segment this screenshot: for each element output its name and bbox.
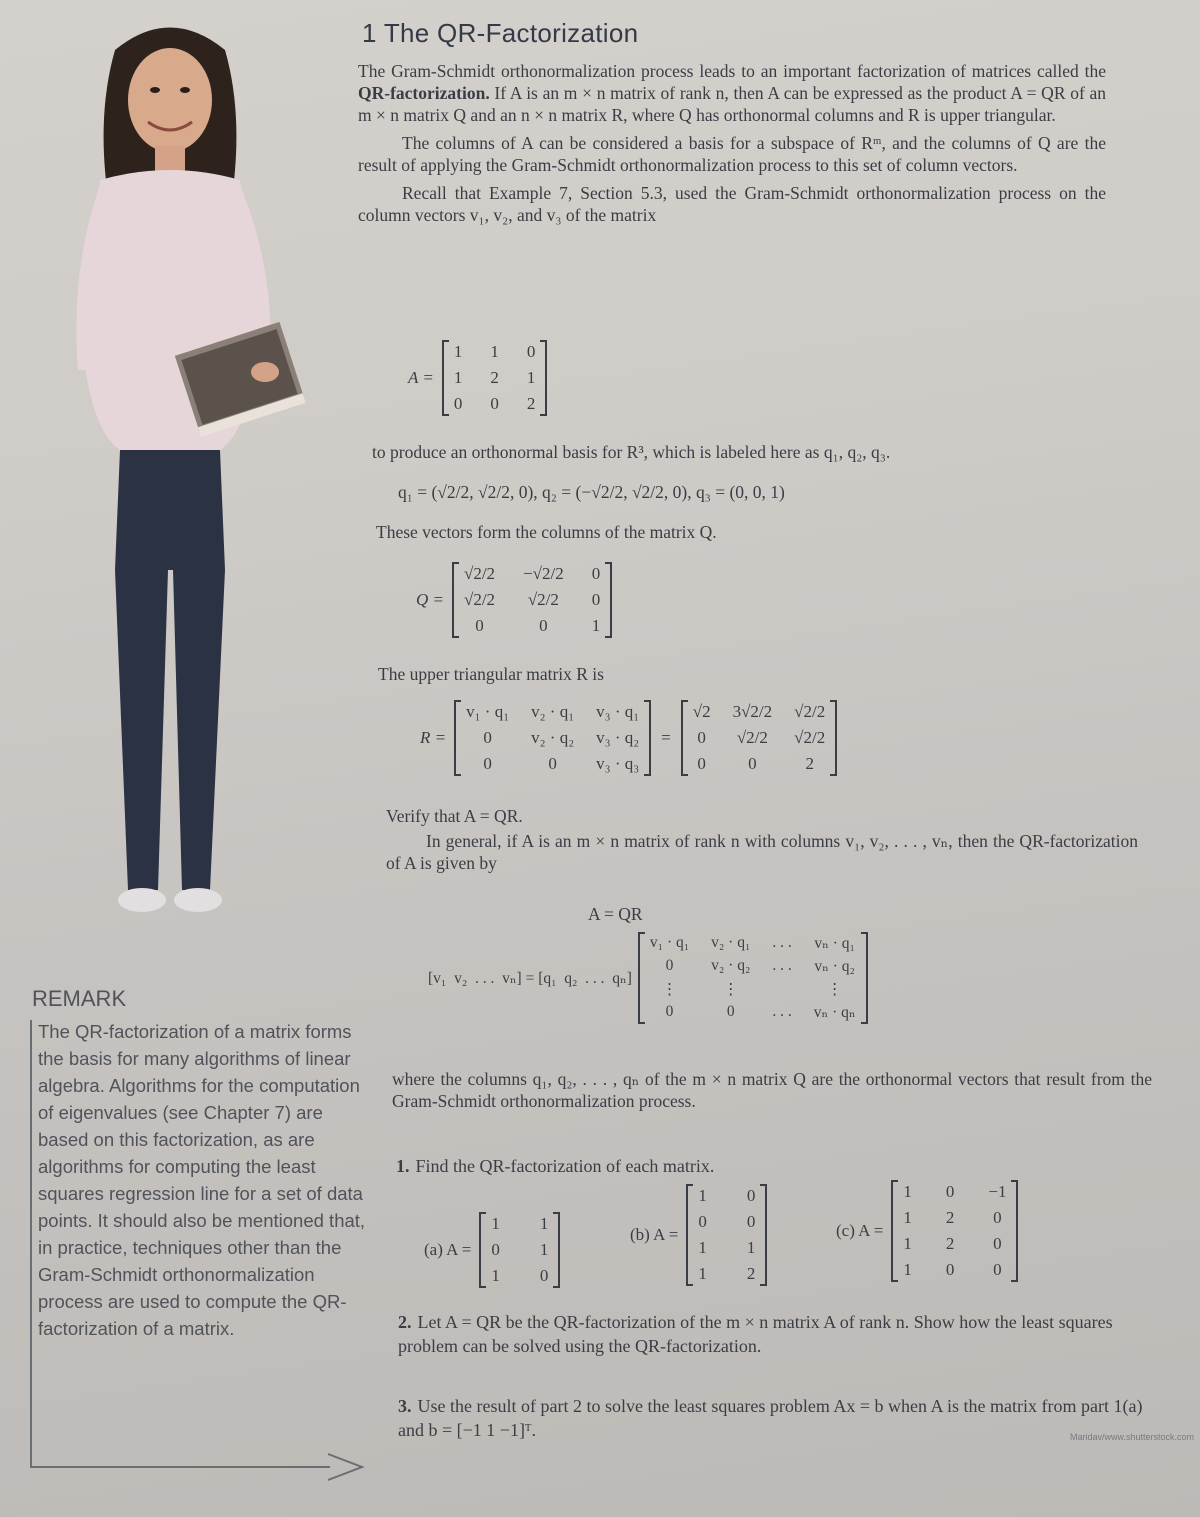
where-text: where the columns q₁, q₂, . . . , qₙ of the m × n matrix Q are the orthonormal vectors that result from the Gram-Schmidt orthonormalization process. bbox=[392, 1069, 1152, 1111]
matrix-cell: 1 bbox=[490, 342, 499, 361]
matrix-cell: vₙ · q₂ bbox=[814, 958, 855, 975]
matrix-cell: 0 bbox=[526, 342, 536, 361]
matrix-r-numeric bbox=[681, 700, 837, 776]
qr-term: QR-factorization. bbox=[358, 83, 490, 103]
basis-text: to produce an orthonormal basis for R³, which is labeled here as q₁, q₂, q₃. bbox=[372, 442, 891, 462]
intro-paragraph-1 bbox=[358, 60, 1106, 126]
matrix-cell: 0 bbox=[453, 394, 463, 413]
matrix-r bbox=[420, 700, 837, 776]
matrix-cell: . . . bbox=[772, 957, 792, 974]
student-photo bbox=[20, 10, 340, 970]
exercise-number: 2. bbox=[398, 1312, 412, 1332]
matrix-a-body bbox=[442, 340, 548, 416]
matrix-q-body bbox=[452, 562, 612, 638]
remark-border bbox=[30, 1020, 32, 1466]
matrix-cell: 0 bbox=[665, 1003, 674, 1020]
matrix-cell: 3√2/2 bbox=[732, 702, 773, 721]
matrix-cell: 2 bbox=[945, 1208, 955, 1227]
matrix-cell: 0 bbox=[591, 564, 601, 583]
matrix-label: (b) A = bbox=[630, 1225, 679, 1244]
general-equation bbox=[428, 932, 868, 1024]
exercise-text: Let A = QR be the QR-factorization of the m × n matrix A of rank n. Show how the least squares problem can be solved using the QR-factorization. bbox=[398, 1312, 1113, 1356]
matrix-cell: 0 bbox=[483, 754, 492, 773]
matrix-cell: 2 bbox=[805, 754, 814, 773]
matrix-cell: 0 bbox=[539, 1266, 549, 1285]
matrix-cell: √2 bbox=[692, 702, 711, 721]
matrix-cell: 0 bbox=[697, 754, 706, 773]
matrix-cell: 1 bbox=[539, 1214, 549, 1233]
matrix-cell: 0 bbox=[697, 728, 706, 747]
exercise-1a-matrix bbox=[424, 1212, 560, 1288]
matrix-cell: 0 bbox=[748, 754, 757, 773]
matrix-cell: v₃ · q₂ bbox=[596, 728, 640, 747]
matrix-cell: v₂ · q₂ bbox=[531, 728, 575, 747]
matrix-a bbox=[408, 340, 547, 416]
matrix-cell bbox=[772, 980, 791, 999]
exercise-text: Use the result of part 2 to solve the least squares problem Ax = b when A is the matrix from part 1(a) and b = [−1 1 −1]ᵀ. bbox=[398, 1396, 1143, 1440]
matrix-cell: 0 bbox=[945, 1260, 955, 1279]
matrix-cell: 0 bbox=[993, 1234, 1002, 1253]
matrix-cell: 2 bbox=[945, 1234, 955, 1253]
matrix-cell: 1 bbox=[903, 1234, 912, 1253]
matrix-cell: √2/2 bbox=[464, 590, 496, 609]
matrix-cell: vₙ · qₙ bbox=[813, 1004, 856, 1021]
a-equals-qr: A = QR bbox=[588, 904, 643, 924]
matrix-cell: 1 bbox=[453, 368, 463, 387]
matrix-cell: 0 bbox=[475, 616, 484, 635]
matrix-cell: 1 bbox=[526, 368, 536, 387]
matrix-cell: 1 bbox=[698, 1186, 707, 1205]
matrix-cell: 0 bbox=[726, 1003, 735, 1020]
matrix-cell: 1 bbox=[698, 1264, 707, 1283]
remark-baseline bbox=[30, 1466, 330, 1468]
matrix-cell: v₁ · q₁ bbox=[466, 702, 510, 721]
exercise-1b-matrix bbox=[630, 1184, 767, 1286]
matrix-cell: 2 bbox=[526, 394, 536, 413]
photo-credit: Maridav/www.shutterstock.com bbox=[1069, 1432, 1194, 1442]
matrix-cell: 2 bbox=[490, 368, 499, 387]
arrow-right-icon bbox=[326, 1450, 366, 1484]
columns-text: These vectors form the columns of the matrix Q. bbox=[376, 522, 717, 542]
matrix-cell: v₃ · q₃ bbox=[596, 754, 640, 773]
matrix-cell: 0 bbox=[993, 1208, 1002, 1227]
matrix-label: (a) A = bbox=[424, 1240, 472, 1259]
exercise-1c-matrix bbox=[836, 1180, 1018, 1282]
intro-text bbox=[358, 60, 1106, 232]
matrix-cell: 0 bbox=[746, 1186, 756, 1205]
matrix-cell: ⋮ bbox=[723, 981, 739, 998]
intro-p1-start: The Gram-Schmidt orthonormalization process leads to an important factorization of matrices called the bbox=[358, 61, 1106, 81]
matrix-cell: 0 bbox=[993, 1260, 1002, 1279]
matrix-q bbox=[416, 562, 612, 638]
matrix-cell: 1 bbox=[453, 342, 463, 361]
matrix-cell: v₁ · q₁ bbox=[649, 934, 690, 951]
matrix-cell: 0 bbox=[591, 590, 601, 609]
matrix-cell: 0 bbox=[548, 754, 557, 773]
intro-p1-end: If A is an m × n matrix of rank n, then A can be expressed as the product A = QR of an m × n matrix Q and an n × n matrix R, where Q has orthonormal columns and R is upper triangular. bbox=[358, 83, 1106, 125]
matrix-cell: 0 bbox=[491, 1240, 500, 1259]
matrix-cell: vₙ · q₁ bbox=[814, 935, 855, 952]
matrix-cell: 0 bbox=[665, 957, 674, 974]
exercise-3 bbox=[398, 1394, 1170, 1442]
remark-heading: REMARK bbox=[32, 986, 127, 1011]
matrix-cell: 1 bbox=[539, 1240, 549, 1259]
upper-triangular-text: The upper triangular matrix R is bbox=[378, 664, 604, 684]
matrix-cell: 1 bbox=[746, 1238, 756, 1257]
verify-text: Verify that A = QR. bbox=[386, 806, 523, 826]
matrix-body bbox=[686, 1184, 767, 1286]
matrix-cell: 1 bbox=[491, 1266, 500, 1285]
basis-vectors: q₁ = (√2/2, √2/2, 0), q₂ = (−√2/2, √2/2, 0), q₃ = (0, 0, 1) bbox=[398, 482, 785, 502]
intro-paragraph-2: The columns of A can be considered a basis for a subspace of Rᵐ, and the columns of Q are the result of applying the Gram-Schmidt orthonormalization process to this set of column vectors. bbox=[358, 133, 1106, 175]
matrix-cell: √2/2 bbox=[527, 590, 559, 609]
matrix-r-symbolic bbox=[454, 700, 651, 776]
equals-sign: = bbox=[661, 728, 671, 747]
matrix-cell: v₂ · q₂ bbox=[711, 957, 751, 974]
matrix-cell: 0 bbox=[483, 728, 492, 747]
matrix-cell: ⋮ bbox=[661, 981, 678, 998]
intro-paragraph-3: Recall that Example 7, Section 5.3, used the Gram-Schmidt orthonormalization process on the column vectors v₁, v₂, and v₃ of the matrix bbox=[358, 183, 1106, 225]
matrix-cell: 0 bbox=[746, 1212, 756, 1231]
matrix-cell: √2/2 bbox=[464, 564, 496, 583]
matrix-q-label: Q = bbox=[416, 590, 444, 609]
matrix-cell: 0 bbox=[945, 1182, 955, 1201]
general-text: In general, if A is an m × n matrix of rank n with columns v₁, v₂, . . . , vₙ, then the QR-factorization of A is given by bbox=[386, 831, 1138, 873]
exercise-1 bbox=[396, 1156, 714, 1177]
matrix-label: (c) A = bbox=[836, 1221, 884, 1240]
exercise-2 bbox=[398, 1310, 1170, 1358]
matrix-r-label: R = bbox=[420, 728, 447, 747]
matrix-cell: v₂ · q₁ bbox=[711, 934, 751, 951]
exercise-number: 1. bbox=[396, 1156, 410, 1176]
matrix-body bbox=[891, 1180, 1018, 1282]
matrix-cell: 2 bbox=[746, 1264, 756, 1283]
general-equation-lhs: [v₁ v₂ . . . vₙ] = [q₁ q₂ . . . qₙ] bbox=[428, 969, 632, 987]
matrix-cell: . . . bbox=[772, 1003, 792, 1020]
matrix-cell: −1 bbox=[988, 1182, 1007, 1201]
matrix-cell: 1 bbox=[698, 1238, 707, 1257]
matrix-cell: 1 bbox=[903, 1208, 912, 1227]
matrix-cell: v₃ · q₁ bbox=[596, 702, 640, 721]
matrix-cell: 0 bbox=[539, 616, 548, 635]
matrix-cell: 0 bbox=[698, 1212, 707, 1231]
section-title: 1 The QR-Factorization bbox=[362, 18, 639, 48]
matrix-cell: −√2/2 bbox=[523, 564, 564, 583]
matrix-body bbox=[479, 1212, 560, 1288]
matrix-cell: . . . bbox=[772, 934, 792, 951]
matrix-cell: √2/2 bbox=[736, 728, 768, 747]
remark-text: The QR-factorization of a matrix forms the basis for many algorithms of linear algebra. Algorithms for the computation of eigenvalues (see Chapter 7) are based on this factorization, as are algorithms for computing the least squares regression line for a set of data points. It should also be mentioned that, in practice, techniques other than the Gram-Schmidt orthonormalization process are used to compute the QR-factorization of a matrix. bbox=[38, 1021, 366, 1339]
matrix-cell: v₂ · q₁ bbox=[531, 702, 575, 721]
matrix-cell: ⋮ bbox=[826, 981, 843, 998]
matrix-a-label: A = bbox=[408, 368, 434, 387]
matrix-cell: √2/2 bbox=[794, 702, 826, 721]
matrix-cell: 1 bbox=[903, 1260, 912, 1279]
matrix-cell: √2/2 bbox=[794, 728, 826, 747]
matrix-cell: 1 bbox=[903, 1182, 912, 1201]
general-r-matrix bbox=[638, 932, 868, 1024]
matrix-cell: 1 bbox=[491, 1214, 500, 1233]
matrix-cell: 1 bbox=[591, 616, 601, 635]
exercise-text: Find the QR-factorization of each matrix. bbox=[415, 1156, 715, 1176]
matrix-cell: 0 bbox=[490, 394, 499, 413]
exercise-number: 3. bbox=[398, 1396, 412, 1416]
